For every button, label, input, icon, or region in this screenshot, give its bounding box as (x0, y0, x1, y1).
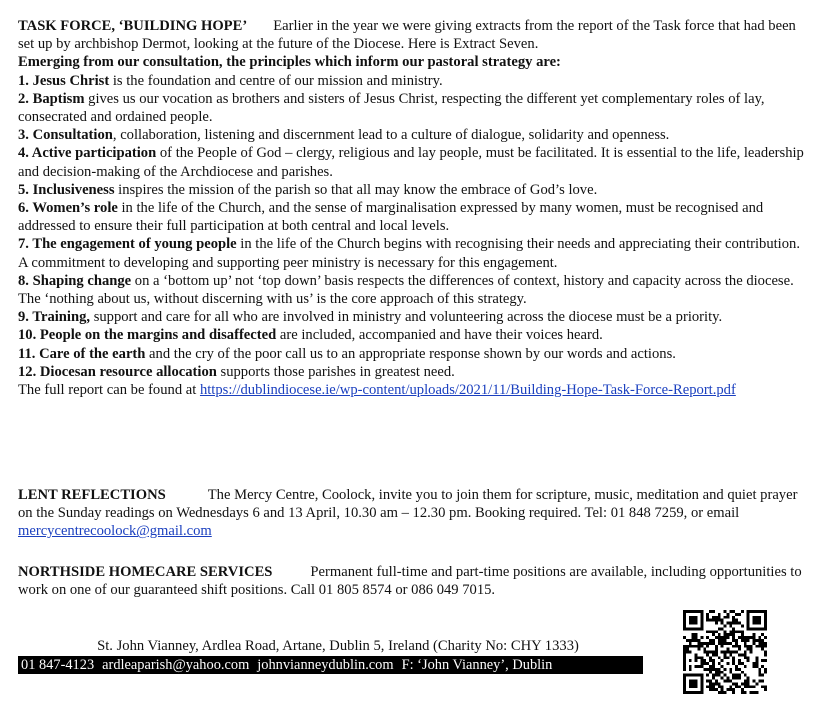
task-force-heading: TASK FORCE, ‘BUILDING HOPE’ (18, 18, 248, 34)
principle-item (18, 345, 810, 363)
homecare-section (18, 563, 810, 599)
principle-text: are included, accompanied and have their voices heard. (276, 327, 603, 344)
homecare-heading: NORTHSIDE HOMECARE SERVICES (18, 564, 273, 580)
task-force-section (18, 17, 810, 399)
principle-text: , collaboration, listening and discernment lead to a culture of dialogue, solidarity and openness. (112, 127, 670, 144)
principle-text: inspires the mission of the parish so that all may know the embrace of God’s love. (114, 181, 598, 198)
principle-item (18, 326, 810, 344)
lent-paragraph (18, 486, 810, 541)
principle-item (18, 181, 810, 199)
principles-subheading: Emerging from our consultation, the principles which inform our pastoral strategy are: (18, 54, 561, 71)
principle-item (18, 126, 810, 144)
principle-title: 7. The engagement of young people (18, 236, 237, 253)
principle-title: 1. Jesus Christ (18, 72, 110, 89)
task-force-intro-paragraph (18, 17, 810, 53)
principle-item (18, 272, 810, 308)
report-text: The full report can be found at (18, 382, 200, 399)
principle-item (18, 90, 810, 126)
principle-item (18, 235, 810, 271)
principle-text: of the People of God – clergy, religious and lay people, must be facilitated. It is essential to the life, leadership and decision-making of the Archdiocese and parishes. (18, 145, 804, 180)
principle-text: in the life of the Church, and the sense of marginalisation expressed by many women, must be recognised and addressed to ensure their full participation at both central and local levels. (18, 200, 764, 235)
lent-body: The Mercy Centre, Coolock, invite you to join them for scripture, music, meditation and quiet prayer on the Sunday readings on Wednesdays 6 and 13 April, 10.30 am – 12.30 pm. Booking required. Tel: 01 848 7259, or email (18, 487, 798, 522)
principle-text: supports those parishes in greatest need. (216, 363, 455, 380)
homecare-body: Permanent full-time and part-time positions are available, including opportunities to work on one of our guaranteed shift positions. Call 01 805 8574 or 086 049 7015. (18, 564, 802, 599)
report-link[interactable]: https://dublindiocese.ie/wp-content/uploads/2021/11/Building-Hope-Task-Force-Report.pdf (199, 382, 736, 399)
principle-item (18, 363, 810, 381)
qr-code-icon[interactable] (683, 610, 767, 694)
principle-title: 11. Care of the earth (18, 345, 146, 362)
principle-item (18, 144, 810, 180)
lent-heading: LENT REFLECTIONS (18, 487, 166, 503)
lent-reflections-section (18, 486, 810, 541)
task-force-intro: Earlier in the year we were giving extracts from the report of the Task force that had been set up by archbishop Dermot, looking at the future of the Diocese. Here is Extract Seven. (18, 18, 796, 53)
footer-website: johnvianneydublin.com (257, 657, 394, 673)
principle-title: 5. Inclusiveness (18, 181, 115, 198)
principle-title: 3. Consultation (18, 127, 113, 144)
principle-text: and the cry of the poor call us to an appropriate response shown by our words and actions. (145, 345, 676, 362)
principle-text: on a ‘bottom up’ not ‘top down’ basis respects the differences of context, history and capacity across the diocese. The ‘nothing about us, without discerning with us’ is the core approach of this strategy. (18, 272, 794, 308)
principle-text: is the foundation and centre of our mission and ministry. (109, 72, 443, 89)
principle-title: 9. Training, (18, 309, 91, 326)
principle-title: 2. Baptism (18, 90, 85, 107)
principle-text: gives us our vocation as brothers and sisters of Jesus Christ, respecting the different yet complementary roles of lay, consecrated and ordained people. (18, 90, 765, 126)
footer-facebook: F: ‘John Vianney’, Dublin (401, 657, 553, 673)
principle-item (18, 308, 810, 326)
principle-text: support and care for all who are involved in ministry and volunteering across the diocese must be a priority. (90, 309, 723, 326)
footer-email: ardleaparish@yahoo.com (102, 657, 250, 673)
principle-item (18, 72, 810, 90)
footer-contact-bar (18, 656, 643, 674)
report-line (18, 381, 810, 399)
principle-title: 6. Women’s role (18, 200, 118, 217)
principle-title: 4. Active participation (18, 145, 157, 162)
principle-title: 12. Diocesan resource allocation (18, 363, 217, 380)
principle-text: in the life of the Church begins with recognising their needs and appreciating their contribution. A commitment to developing and supporting peer ministry is necessary for this engagement. (18, 236, 800, 271)
footer-address: St. John Vianney, Ardlea Road, Artane, Dublin 5, Ireland (Charity No: CHY 1333) (97, 638, 579, 654)
principle-title: 8. Shaping change (18, 272, 132, 289)
lent-email-link[interactable]: mercycentrecoolock@gmail.com (18, 523, 212, 540)
principle-item (18, 199, 810, 235)
principle-title: 10. People on the margins and disaffected (18, 327, 277, 344)
principles-list (18, 72, 810, 381)
footer-phone: 01 847-4123 (21, 657, 95, 673)
homecare-paragraph (18, 563, 810, 599)
